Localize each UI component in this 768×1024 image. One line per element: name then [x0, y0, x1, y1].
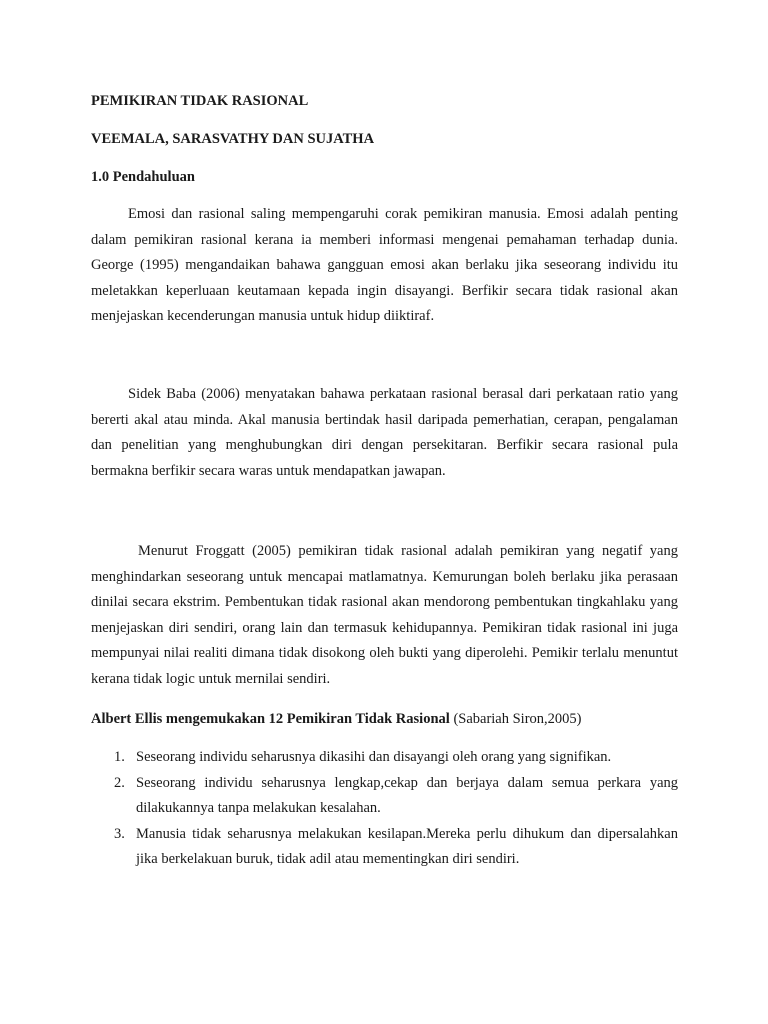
list-item-text: Seseorang individu seharusnya dikasihi dan disayangi oleh orang yang signifikan. — [136, 749, 612, 765]
list-item-number: 1. — [114, 749, 125, 765]
paragraph-2: Sidek Baba (2006) menyatakan bahawa perkataan rasional berasal dari perkataan ratio yang bererti akal atau minda. Akal manusia bertindak hasil daripada pemerhatian, cerapan, pengalaman dan penelitian yang menghubungkan diri dengan persekitaran. Berfikir secara rasional pula bermakna berfikir secara waras untuk mendapatkan jawapan. — [91, 386, 678, 479]
list-heading — [91, 710, 582, 728]
list-item — [91, 822, 678, 873]
document-authors: VEEMALA, SARASVATHY DAN SUJATHA — [91, 131, 375, 147]
list-item — [91, 771, 678, 822]
list-item-number: 3. — [114, 825, 125, 842]
list-item — [91, 745, 678, 771]
section-heading: 1.0 Pendahuluan — [91, 169, 195, 185]
paragraph-3: Menurut Froggatt (2005) pemikiran tidak rasional adalah pemikiran yang negatif yang menghindarkan seseorang untuk mencapai matlamatnya. Kemurungan boleh berlaku jika perasaan dinilai secara ekstrim. Pembentukan tidak rasional akan mendorong pembentukan tingkahlaku yang menjejaskan diri sendiri, orang lain dan termasuk kehidupannya. Pemikiran tidak rasional ini juga mempunyai nilai realiti dimana tidak disokong oleh bukti yang diperolehi. Pemikir terlalu menuntut kerana tidak logic untuk mernilai sendiri. — [91, 543, 678, 687]
list-item-text: Seseorang individu seharusnya lengkap,cekap dan berjaya dalam semua perkara yang dilakukannya tanpa melakukan kesalahan. — [136, 774, 678, 816]
list-heading-bold: Albert Ellis mengemukakan 12 Pemikiran Tidak Rasional — [91, 711, 450, 727]
document-title: PEMIKIRAN TIDAK RASIONAL — [91, 93, 309, 109]
list-item-number: 2. — [114, 774, 125, 791]
paragraph-1: Emosi dan rasional saling mempengaruhi corak pemikiran manusia. Emosi adalah penting dalam pemikiran rasional kerana ia memberi informasi mengenai pemahaman terhadap dunia. George (1995) mengandaikan bahawa gangguan emosi akan berlaku jika seseorang individu itu meletakkan keperluaan keutamaan kepada ingin disayangi. Berfikir secara tidak rasional akan menjejaskan kecenderungan manusia untuk hidup diiktiraf. — [91, 206, 678, 324]
irrational-beliefs-list — [91, 745, 678, 873]
list-item-text: Manusia tidak seharusnya melakukan kesilapan.Mereka perlu dihukum dan dipersalahkan jika berkelakuan buruk, tidak adil atau mementingkan diri sendiri. — [136, 825, 678, 867]
list-heading-citation: (Sabariah Siron,2005) — [449, 711, 582, 727]
